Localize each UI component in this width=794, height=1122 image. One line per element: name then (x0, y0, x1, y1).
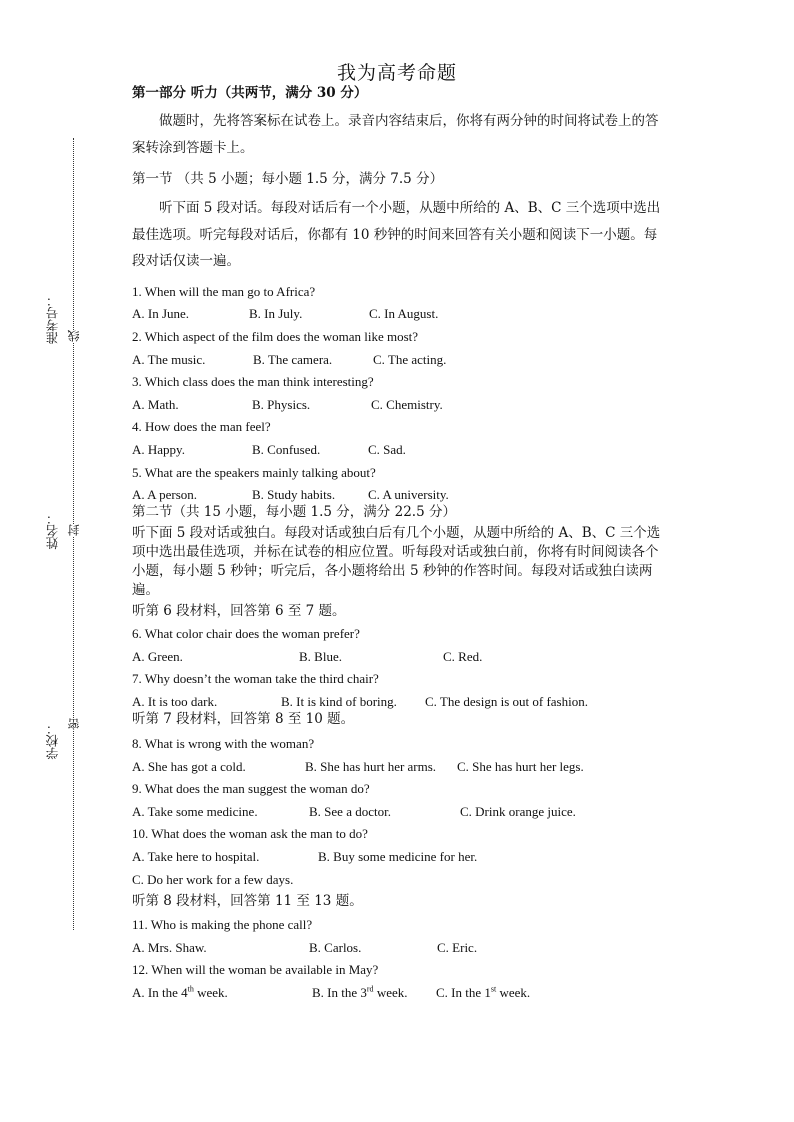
q1-option-a: A. In June. (132, 306, 190, 321)
q6-option-c: C. Red. (443, 649, 483, 664)
q5-option-b: B. Study habits. (252, 487, 336, 502)
school-label: 学校： (45, 722, 60, 760)
q12-stem: 12. When will the woman be available in May? (132, 962, 379, 977)
q11-stem: 11. Who is making the phone call? (132, 917, 313, 932)
q7-stem: 7. Why doesn’t the woman take the third chair? (132, 671, 379, 686)
margin-seal-mark: 封 (67, 524, 81, 536)
part1-heading: 第一部分 听力（共两节，满分 30 分） (132, 85, 368, 101)
q7-option-c: C. The design is out of fashion. (425, 694, 588, 709)
q10-option-b: B. Buy some medicine for her. (318, 849, 478, 864)
q8-stem: 8. What is wrong with the woman? (132, 736, 315, 751)
q9-option-c: C. Drink orange juice. (460, 804, 576, 819)
q10-stem: 10. What does the woman ask the man to do? (132, 826, 368, 841)
q4-stem: 4. How does the man feel? (132, 419, 271, 434)
material-8-instruction: 听第 8 段材料，回答第 11 至 13 题。 (132, 893, 363, 909)
exam-number-label: 准考号： (45, 294, 60, 344)
q4-option-c: C. Sad. (368, 442, 406, 457)
q3-option-a: A. Math. (132, 397, 179, 412)
name-label: 姓名： (45, 512, 60, 550)
q4-option-b: B. Confused. (252, 442, 321, 457)
margin-line-mark: 线 (67, 330, 81, 342)
q9-option-a: A. Take some medicine. (132, 804, 258, 819)
q3-option-b: B. Physics. (252, 397, 311, 412)
q6-option-b: B. Blue. (299, 649, 342, 664)
section1-heading: 第一节 （共 5 小题；每小题 1.5 分，满分 7.5 分） (132, 171, 444, 187)
intro-paragraph: 做题时，先将答案标在试卷上。录音内容结束后，你将有两分钟的时间将试卷上的答案转涂到答题卡上。 (132, 113, 659, 156)
q5-option-c: C. A university. (368, 487, 449, 502)
q2-option-a: A. The music. (132, 352, 206, 367)
q1-option-c: C. In August. (369, 306, 439, 321)
section2-instructions: 听下面 5 段对话或独白。每段对话或独白后有几个小题，从题中所给的 A、B、C 三个选项中选出最佳选项，并标在试卷的相应位置。听每段对话或独白前，你将有时间阅读各个小题，每小题 5 秒钟；听完后，各小题将给出 5 秒钟的作答时间。每段对话或独白读两遍。 (132, 525, 661, 598)
q9-option-b: B. See a doctor. (309, 804, 391, 819)
q1-stem: 1. When will the man go to Africa? (132, 284, 316, 299)
q2-option-b: B. The camera. (253, 352, 333, 367)
q10-option-c: C. Do her work for a few days. (132, 872, 294, 887)
q2-stem: 2. Which aspect of the film does the woman like most? (132, 329, 419, 344)
q11-option-b: B. Carlos. (309, 940, 362, 955)
margin-secret-mark: 密 (67, 718, 81, 730)
q8-option-c: C. She has hurt her legs. (457, 759, 584, 774)
q5-stem: 5. What are the speakers mainly talking about? (132, 465, 376, 480)
q11-option-a: A. Mrs. Shaw. (132, 940, 207, 955)
q2-option-c: C. The acting. (373, 352, 447, 367)
section2-heading: 第二节（共 15 小题，每小题 1.5 分，满分 22.5 分） (132, 504, 456, 520)
q12-option-a: A. In the 4th week. (132, 984, 228, 1000)
q5-option-a: A. A person. (132, 487, 197, 502)
q11-option-c: C. Eric. (437, 940, 478, 955)
q6-option-a: A. Green. (132, 649, 183, 664)
q9-stem: 9. What does the man suggest the woman do? (132, 781, 370, 796)
page-title: 我为高考命题 (336, 62, 457, 84)
q12-option-c: C. In the 1st week. (436, 984, 531, 1000)
q6-stem: 6. What color chair does the woman prefer? (132, 626, 360, 641)
q10-option-a: A. Take here to hospital. (132, 849, 260, 864)
q8-option-b: B. She has hurt her arms. (305, 759, 437, 774)
q7-option-b: B. It is kind of boring. (281, 694, 397, 709)
material-7-instruction: 听第 7 段材料，回答第 8 至 10 题。 (132, 711, 355, 727)
material-6-instruction: 听第 6 段材料，回答第 6 至 7 题。 (132, 603, 346, 619)
q4-option-a: A. Happy. (132, 442, 185, 457)
q12-option-b: B. In the 3rd week. (312, 984, 408, 1000)
q3-option-c: C. Chemistry. (371, 397, 443, 412)
q8-option-a: A. She has got a cold. (132, 759, 246, 774)
q7-option-a: A. It is too dark. (132, 694, 218, 709)
section1-instructions: 听下面 5 段对话。每段对话后有一个小题，从题中所给的 A、B、C 三个选项中选出最佳选项。听完每段对话后，你都有 10 秒钟的时间来回答有关小题和阅读下一小题。每段对话仅读一遍。 (132, 200, 661, 269)
q1-option-b: B. In July. (249, 306, 303, 321)
q3-stem: 3. Which class does the man think interesting? (132, 374, 374, 389)
